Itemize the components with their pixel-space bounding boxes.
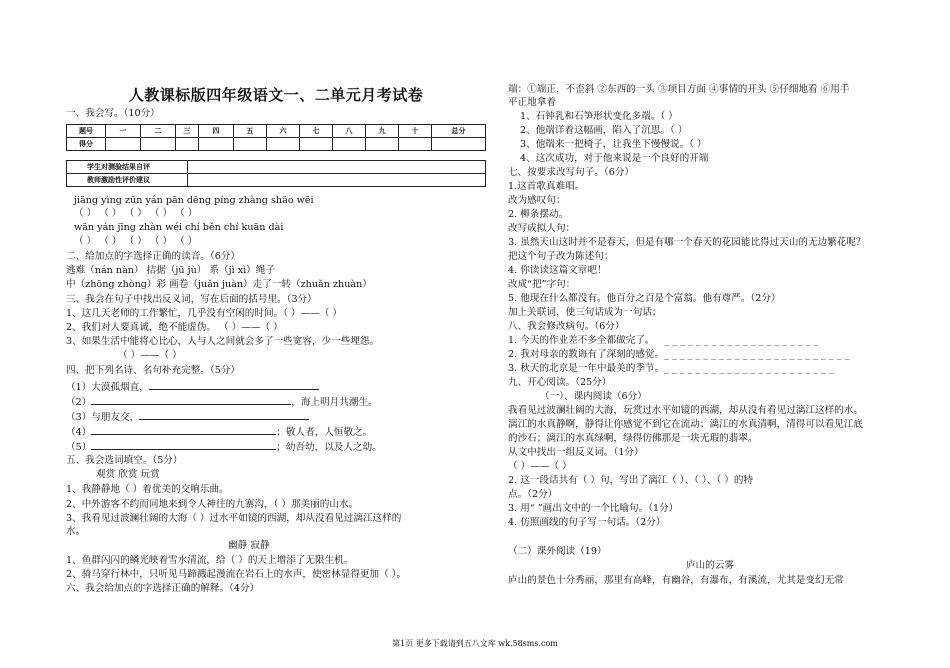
score-input-cell[interactable] (366, 138, 399, 151)
reading-choice-line: 中（zhōng zhòng）彩 画卷（juǎn juàn）走了一转（zhuǎn zhuàn） (66, 279, 372, 290)
definition-list: 端：①端正，不歪斜 ②东西的一头 ③项目方面 ④事情的开头 ⑤仔细地看 ⑥用手 (508, 84, 850, 95)
score-input-cell[interactable] (176, 138, 199, 151)
antonym-answer-brackets[interactable]: （ ）——（ ） (118, 350, 182, 361)
correction-marks: _ _ _ _ _ _ _ _ _ _ _ _ _ _ _ _ _ _ _ _ (664, 335, 819, 346)
definition-question: 4、这次成功，对于他来说是一个良好的开端 (520, 153, 709, 164)
reading-subheading: （二）课外阅读（19） (508, 546, 607, 557)
score-input-cell[interactable] (399, 138, 432, 151)
score-input-cell[interactable] (333, 138, 366, 151)
score-input-cell[interactable] (106, 138, 141, 151)
word-choices: 观赏 欣赏 玩赏 (96, 469, 160, 480)
reading-question-cont: 点。（2分） (508, 489, 558, 500)
poem-line (66, 425, 372, 439)
reading-passage-line: 我看见过波澜壮阔的大海，玩赏过水平如镜的西湖，却从没有看见过漓江这样的水。 (508, 405, 863, 416)
poem-text: （2） (66, 397, 92, 408)
fill-word-question: 3、我看见过波澜壮阔的大海（ ）过水平如镜的西湖，却从没看见过漓江这样的 (66, 513, 402, 524)
poem-blank[interactable] (91, 395, 291, 405)
score-cell: 一 (106, 125, 141, 138)
self-evaluation-input[interactable] (188, 161, 486, 174)
score-cell: 九 (366, 125, 399, 138)
score-table-header-row (67, 125, 486, 138)
poem-text: ；幼吾幼，以及人之幼。 (276, 442, 382, 453)
score-cell: 题号 (67, 125, 106, 138)
section-1-heading: 一、我会写。（10分） (66, 108, 160, 119)
reading-subheading: （一）、课内阅读（6分） (540, 391, 647, 402)
answer-brackets-row-2[interactable]: （ ） （ ） （ ） （ ） （ ） (74, 236, 198, 247)
correction-marks: _ _ _ _ _ _ _ _ _ _ _ _ _ _ _ _ _ _ _ _ _ _ (664, 363, 834, 374)
fill-word-question: 1、鱼群闪闪的鳞光映着雪水清流，给（ ）的天上增添了无限生机。 (66, 555, 354, 566)
sentence-correction (508, 349, 849, 361)
score-input-cell[interactable] (234, 138, 267, 151)
poem-blank[interactable] (91, 440, 276, 450)
score-cell: 五 (234, 125, 267, 138)
sentence-correction (508, 335, 818, 347)
pinyin-row-1: jiāng yìng zūn yán pān dēng píng zhàng shāo wēi (74, 195, 314, 206)
passage-title: 庐山的云雾 (686, 560, 734, 571)
fill-word-question: 1、我静静地（ ）着优美的交响乐曲。 (66, 484, 229, 495)
score-cell: 总分 (432, 125, 486, 138)
poem-blank[interactable] (91, 425, 276, 435)
rewrite-question: 2. 柳条摆动。 (508, 209, 569, 220)
score-input-cell[interactable] (432, 138, 486, 151)
section-3-heading: 三、我会在句子中找出反义词，写在后面的括号里。（3分） (66, 294, 317, 305)
section-6-heading: 六、我会给加点的字选择正确的解释。（4分） (66, 583, 260, 594)
rewrite-question: 1.这首歌真难唱。 (508, 181, 585, 192)
reading-choice-line: 逃难（nán nàn） 拮据（jū jù） 系（jì xì）绳子 (66, 265, 275, 276)
reading-passage-line: 庐山的景色十分秀丽，那里有高峰，有幽谷，有瀑布，有溪流，尤其是变幻无常 (508, 575, 844, 586)
score-input-cell[interactable] (300, 138, 333, 151)
poem-text: ；敬人者，人恒敬之。 (276, 427, 373, 438)
poem-line (66, 440, 382, 454)
rewrite-instruction: 改写成拟人句： (508, 223, 576, 234)
score-cell: 三 (176, 125, 199, 138)
poem-text: （3）与朋友交， (66, 412, 140, 423)
teacher-evaluation-input[interactable] (188, 174, 486, 187)
evaluation-row (67, 174, 486, 187)
fill-word-question: 2、中外游客不约而同地来到令人神往的九寨沟，（ ）那美丽的山水。 (66, 499, 359, 510)
rewrite-instruction: 改为感叹句： (508, 195, 566, 206)
sentence-text: 1. 今天的作业差不多全都做完了。 (508, 335, 655, 346)
fill-word-question-cont: 水。 (66, 526, 86, 537)
teacher-evaluation-label: 教师激励性评价建议 (67, 174, 188, 187)
rewrite-instruction: 把这个句子改为陈述句： (508, 251, 614, 262)
word-choices: 幽静 寂静 (228, 540, 270, 551)
score-cell: 四 (199, 125, 234, 138)
self-evaluation-label: 学生对测验结果自评 (67, 161, 188, 174)
score-table (66, 124, 486, 151)
evaluation-table (66, 160, 486, 187)
section-8-heading: 八、我会修改病句。（6分） (508, 321, 625, 332)
poem-line (66, 380, 319, 394)
rewrite-question: 3. 虽然天山这时并不是春天，但是有哪一个春天的花园能比得过天山的无边繁花呢？ (508, 237, 866, 248)
evaluation-row (67, 161, 486, 174)
reading-passage-line: 漓江的水真静啊，静得让你感觉不到它在流动；漓江的水真清啊，清得可以看见江底 (508, 419, 863, 430)
definition-list-cont: 平正地拿着 (508, 97, 556, 108)
reading-question: 2. 这一段话共有（ ）句，写出了漓江（ ）、（ ）、（ ）的特 (508, 475, 754, 486)
definition-question: 1、石钟乳和石笋形状变化多端。（ ） (520, 111, 678, 122)
score-cell: 二 (141, 125, 176, 138)
section-7-heading: 七、按要求改写句子。（6分） (508, 167, 635, 178)
antonym-question: 1、这几天老师的工作繁忙，几乎没有空闲的时间。（ ）——（ ） (66, 308, 343, 319)
section-9-heading: 九、开心阅读。（25分） (508, 377, 612, 388)
poem-text: （1）大漠孤烟直， (66, 382, 149, 393)
score-row-label: 得分 (67, 138, 106, 151)
definition-question: 3、他端来一把椅子，让我坐下慢慢说。（ ） (520, 139, 707, 150)
score-table-score-row (67, 138, 486, 151)
poem-text: （4） (66, 427, 92, 438)
reading-question: 从文中找出一组反义词。（1分） (508, 447, 644, 458)
poem-line (66, 395, 378, 409)
reading-question: 3. 用“ ”画出文中的一个比喻句。（1分） (508, 503, 679, 514)
sentence-correction (508, 363, 834, 375)
sentence-text: 3. 秋天的北京是一年中最美的季节。 (508, 363, 665, 374)
pinyin-row-2: wān yán jīng zhàn wéi chí běn chí kuān dài (74, 222, 284, 233)
antonym-question: 3、如果生活中能将心比心，人与人之间就会多了一些宽容，少一些埋怨。 (66, 336, 380, 347)
score-input-cell[interactable] (199, 138, 234, 151)
fill-word-question: 2、骑马穿行林中，只听见马蹄溅起漫流在岩石上的水声，使密林显得更加（ ）。 (66, 569, 407, 580)
score-input-cell[interactable] (267, 138, 300, 151)
rewrite-instruction: 加上关联词，使三句话成为一句话； (508, 307, 662, 318)
reading-question: 4. 仿照画线的句子写一句话。（2分） (508, 517, 666, 528)
poem-text: （5） (66, 442, 92, 453)
rewrite-instruction: 改成“把”字句： (508, 279, 576, 290)
poem-text: ，海上明月共潮生。 (291, 397, 378, 408)
answer-brackets-row-1[interactable]: （ ） （ ） （ ） （ ） （ ） (74, 208, 198, 219)
reading-answer-brackets[interactable]: （ ）——（ ） (508, 461, 572, 472)
poem-blank[interactable] (149, 380, 319, 390)
score-cell: 八 (333, 125, 366, 138)
page-footer: 第1页 更多下载请到五八文库 wk.58sms.com (392, 639, 558, 648)
sentence-text: 2. 我对母亲的教诲有了深刻的感觉。 (508, 349, 665, 360)
poem-line (66, 410, 309, 424)
score-cell: 六 (267, 125, 300, 138)
section-4-heading: 四、把下列名诗、名句补充完整。（5分） (66, 365, 240, 376)
antonym-question: 2、我们对人要真诚，绝不能虚伪。 （ ）——（ ） (66, 322, 283, 333)
score-cell: 七 (300, 125, 333, 138)
section-5-heading: 五、我会选词填空。（5分） (66, 455, 183, 466)
score-input-cell[interactable] (141, 138, 176, 151)
exam-title: 人教课标版四年级语文一、二单元月考试卷 (128, 86, 424, 104)
score-cell: 十 (399, 125, 432, 138)
rewrite-question: 5. 他现在什么都没有。他百分之百是个富翁。他有尊严。（2分） (508, 293, 781, 304)
section-2-heading: 二、给加点的字选择正确的读音。（6分） (66, 251, 240, 262)
poem-blank[interactable] (139, 410, 309, 420)
correction-marks: _ _ _ _ _ _ _ _ _ _ _ _ _ _ _ _ _ _ _ _ _ _ _ _ (664, 349, 850, 360)
reading-passage-line: 的沙石；漓江的水真绿啊，绿得仿佛那是一块无瑕的翡翠。 (508, 433, 758, 444)
definition-question: 2、他端详着这幅画，陷入了沉思。（ ） (520, 125, 688, 136)
rewrite-question: 4. 你读读这篇文章吧！ (508, 265, 607, 276)
